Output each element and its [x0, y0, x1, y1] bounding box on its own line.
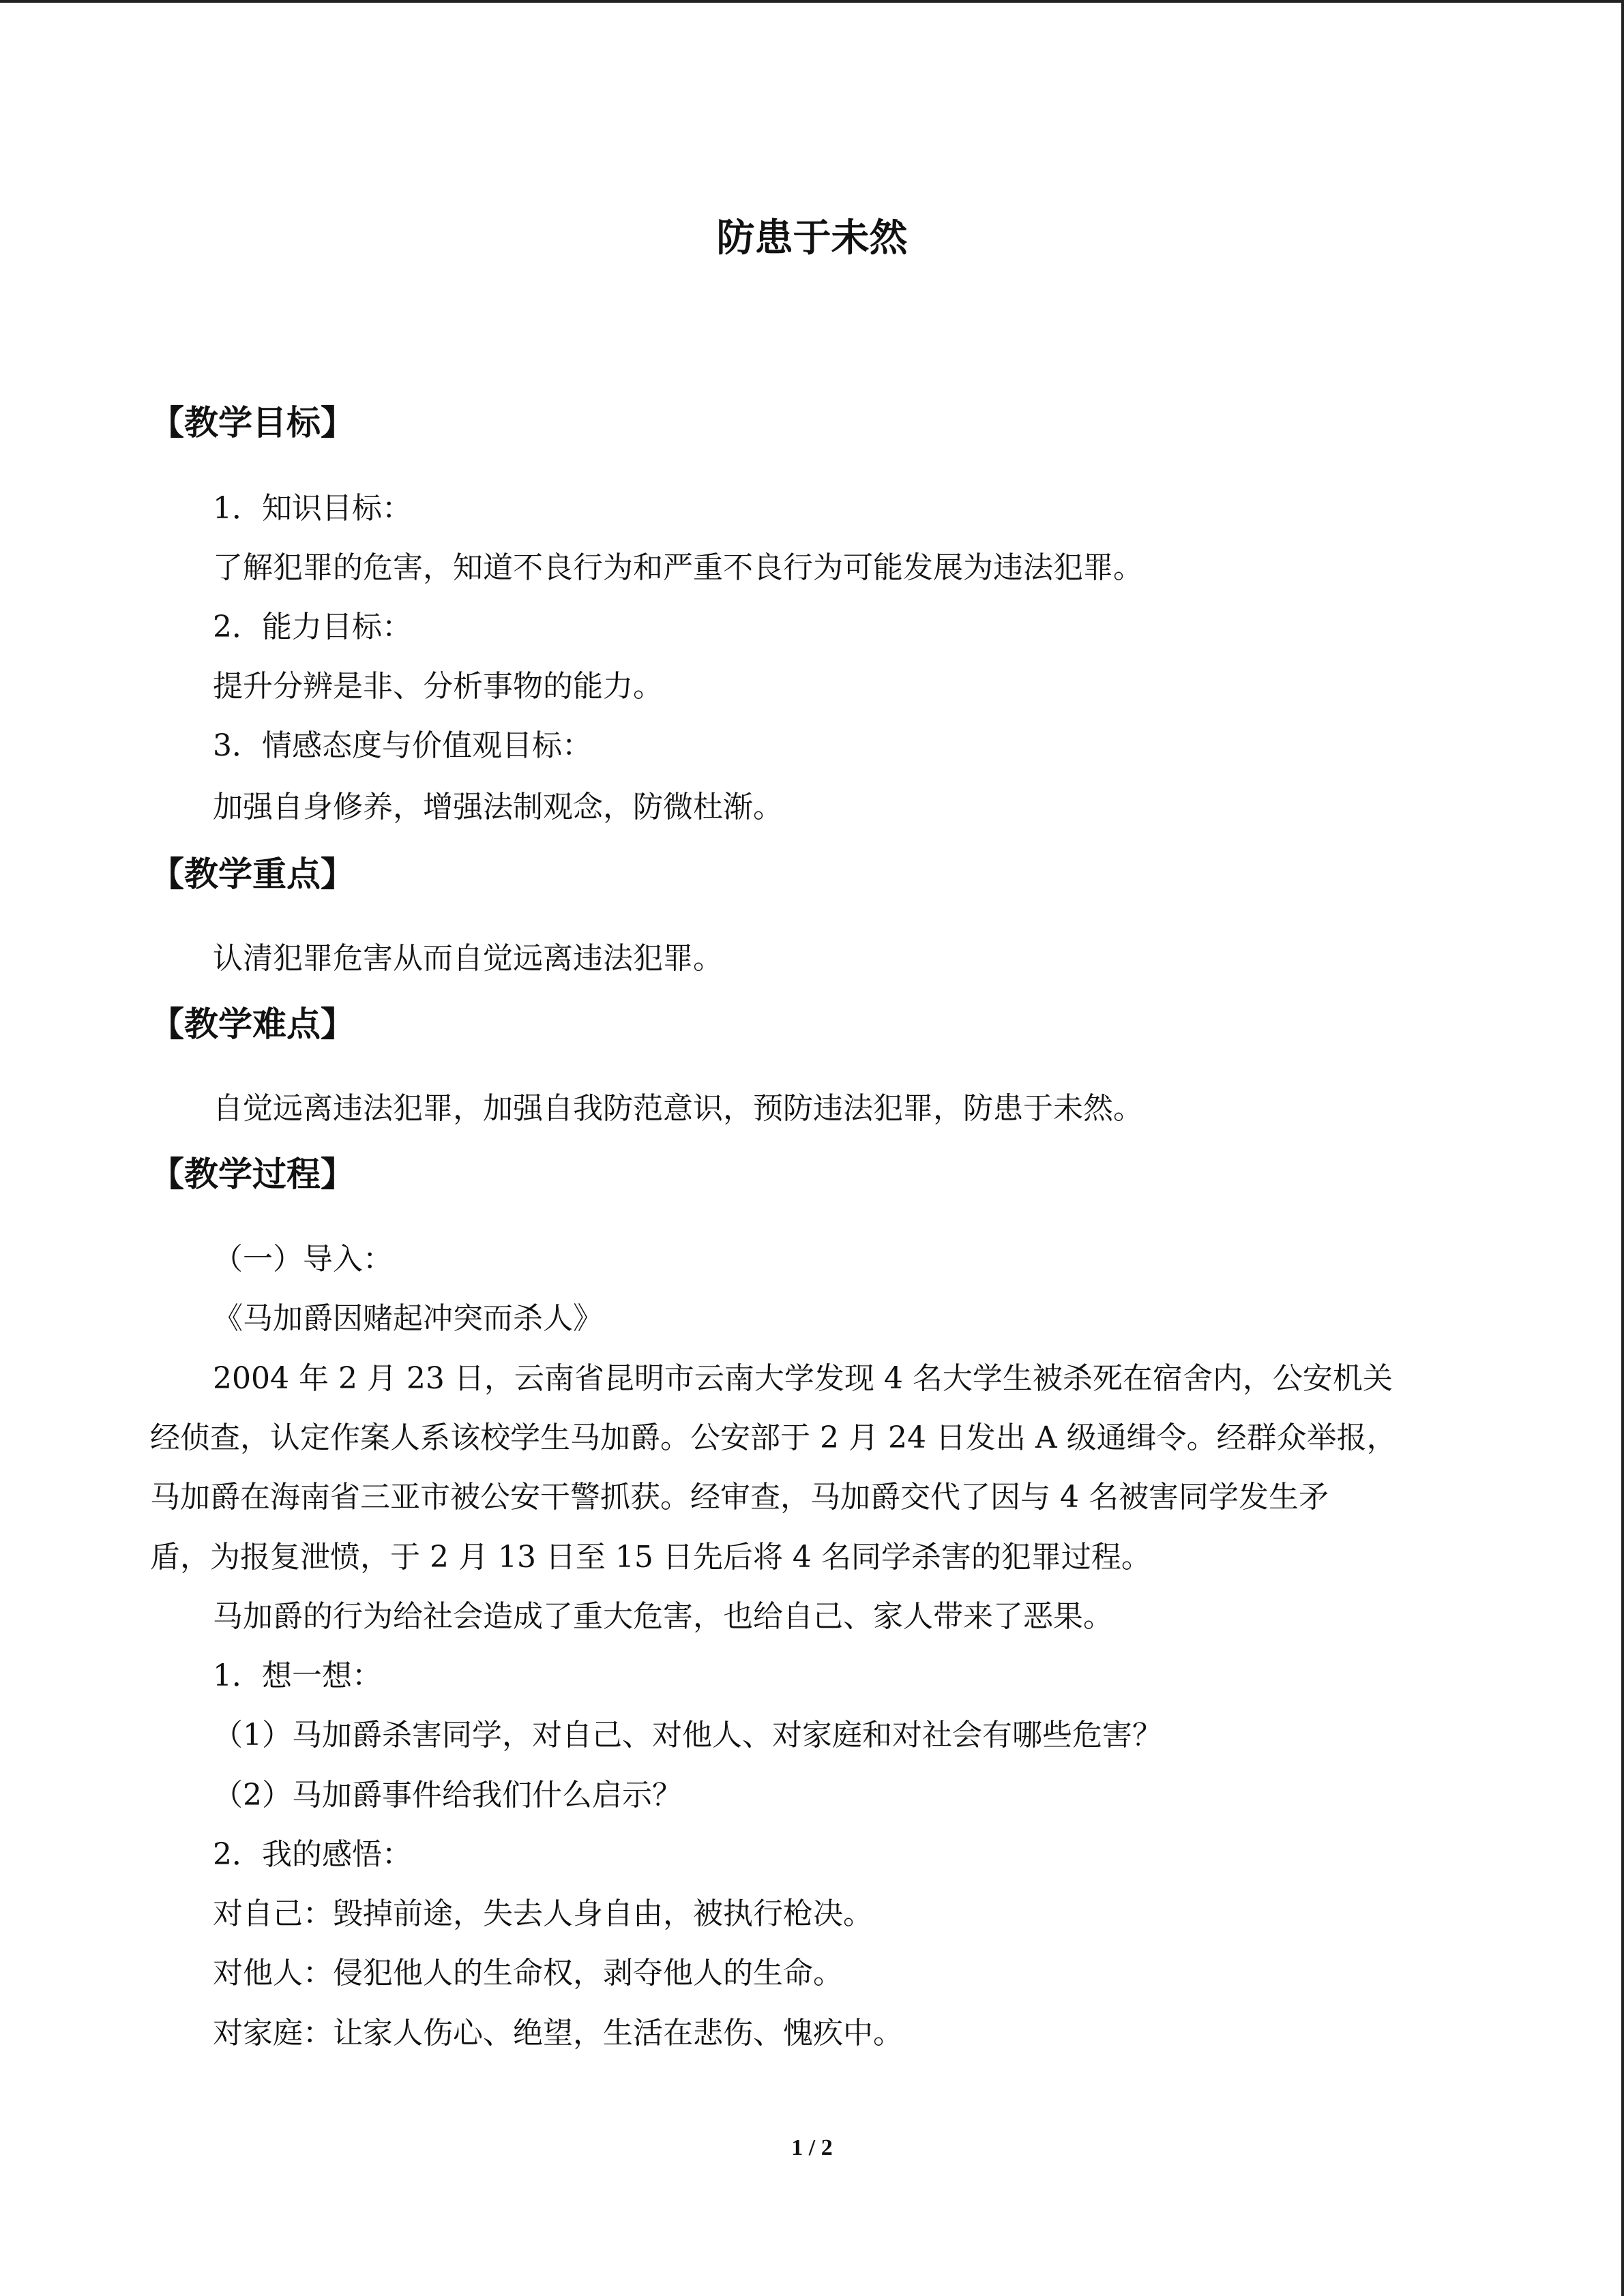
process-line: 对自己：毁掉前途，失去人身自由，被执行枪决。: [213, 1896, 873, 1931]
process-line: 1．想一想：: [213, 1658, 382, 1693]
section-heading-difficulties: 【教学难点】: [150, 1004, 355, 1044]
key-point-line: 认清犯罪危害从而自觉远离违法犯罪。: [213, 941, 723, 976]
process-line: （1）马加爵杀害同学，对自己、对他人、对家庭和对社会有哪些危害？: [213, 1718, 1162, 1753]
process-line: （2）马加爵事件给我们什么启示？: [213, 1778, 682, 1813]
section-heading-objectives: 【教学目标】: [150, 403, 355, 443]
section-heading-key-points: 【教学重点】: [150, 854, 355, 894]
objective-line: 了解犯罪的危害，知道不良行为和严重不良行为可能发展为违法犯罪。: [213, 550, 1143, 585]
process-line: 2004 年 2 月 23 日，云南省昆明市云南大学发现 4 名大学生被杀死在宿舍内，公安机关: [213, 1361, 1393, 1396]
objective-line: 3．情感态度与价值观目标：: [213, 728, 592, 763]
page-border-top: [0, 0, 1624, 3]
document-title: 防患于未然: [716, 216, 908, 260]
process-line: 对他人：侵犯他人的生命权，剥夺他人的生命。: [213, 1956, 843, 1991]
objective-line: 加强自身修养，增强法制观念，防微杜渐。: [213, 790, 783, 824]
page-number: 1 / 2: [791, 2135, 833, 2160]
page-border-right: [1621, 0, 1624, 2296]
process-line: 经侦查，认定作案人系该校学生马加爵。公安部于 2 月 24 日发出 A 级通缉令。经群众举报，: [150, 1420, 1397, 1455]
objective-line: 提升分辨是非、分析事物的能力。: [213, 669, 663, 704]
process-line: 盾，为报复泄愤，于 2 月 13 日至 15 日先后将 4 名同学杀害的犯罪过程。: [150, 1540, 1151, 1575]
process-line: 对家庭：让家人伤心、绝望，生活在悲伤、愧疚中。: [213, 2016, 903, 2051]
process-line: 马加爵的行为给社会造成了重大危害，也给自己、家人带来了恶果。: [213, 1599, 1113, 1634]
process-line: 马加爵在海南省三亚市被公安干警抓获。经审查，马加爵交代了因与 4 名被害同学发生矛: [150, 1480, 1329, 1515]
difficulty-line: 自觉远离违法犯罪，加强自我防范意识，预防违法犯罪，防患于未然。: [213, 1091, 1143, 1126]
process-line: 2．我的感悟：: [213, 1837, 412, 1872]
section-heading-process: 【教学过程】: [150, 1154, 355, 1194]
objective-line: 2．能力目标：: [213, 610, 412, 644]
process-line: 《马加爵因赌起冲突而杀人》: [213, 1301, 603, 1336]
process-line: （一）导入：: [213, 1242, 393, 1277]
objective-line: 1．知识目标：: [213, 491, 412, 526]
